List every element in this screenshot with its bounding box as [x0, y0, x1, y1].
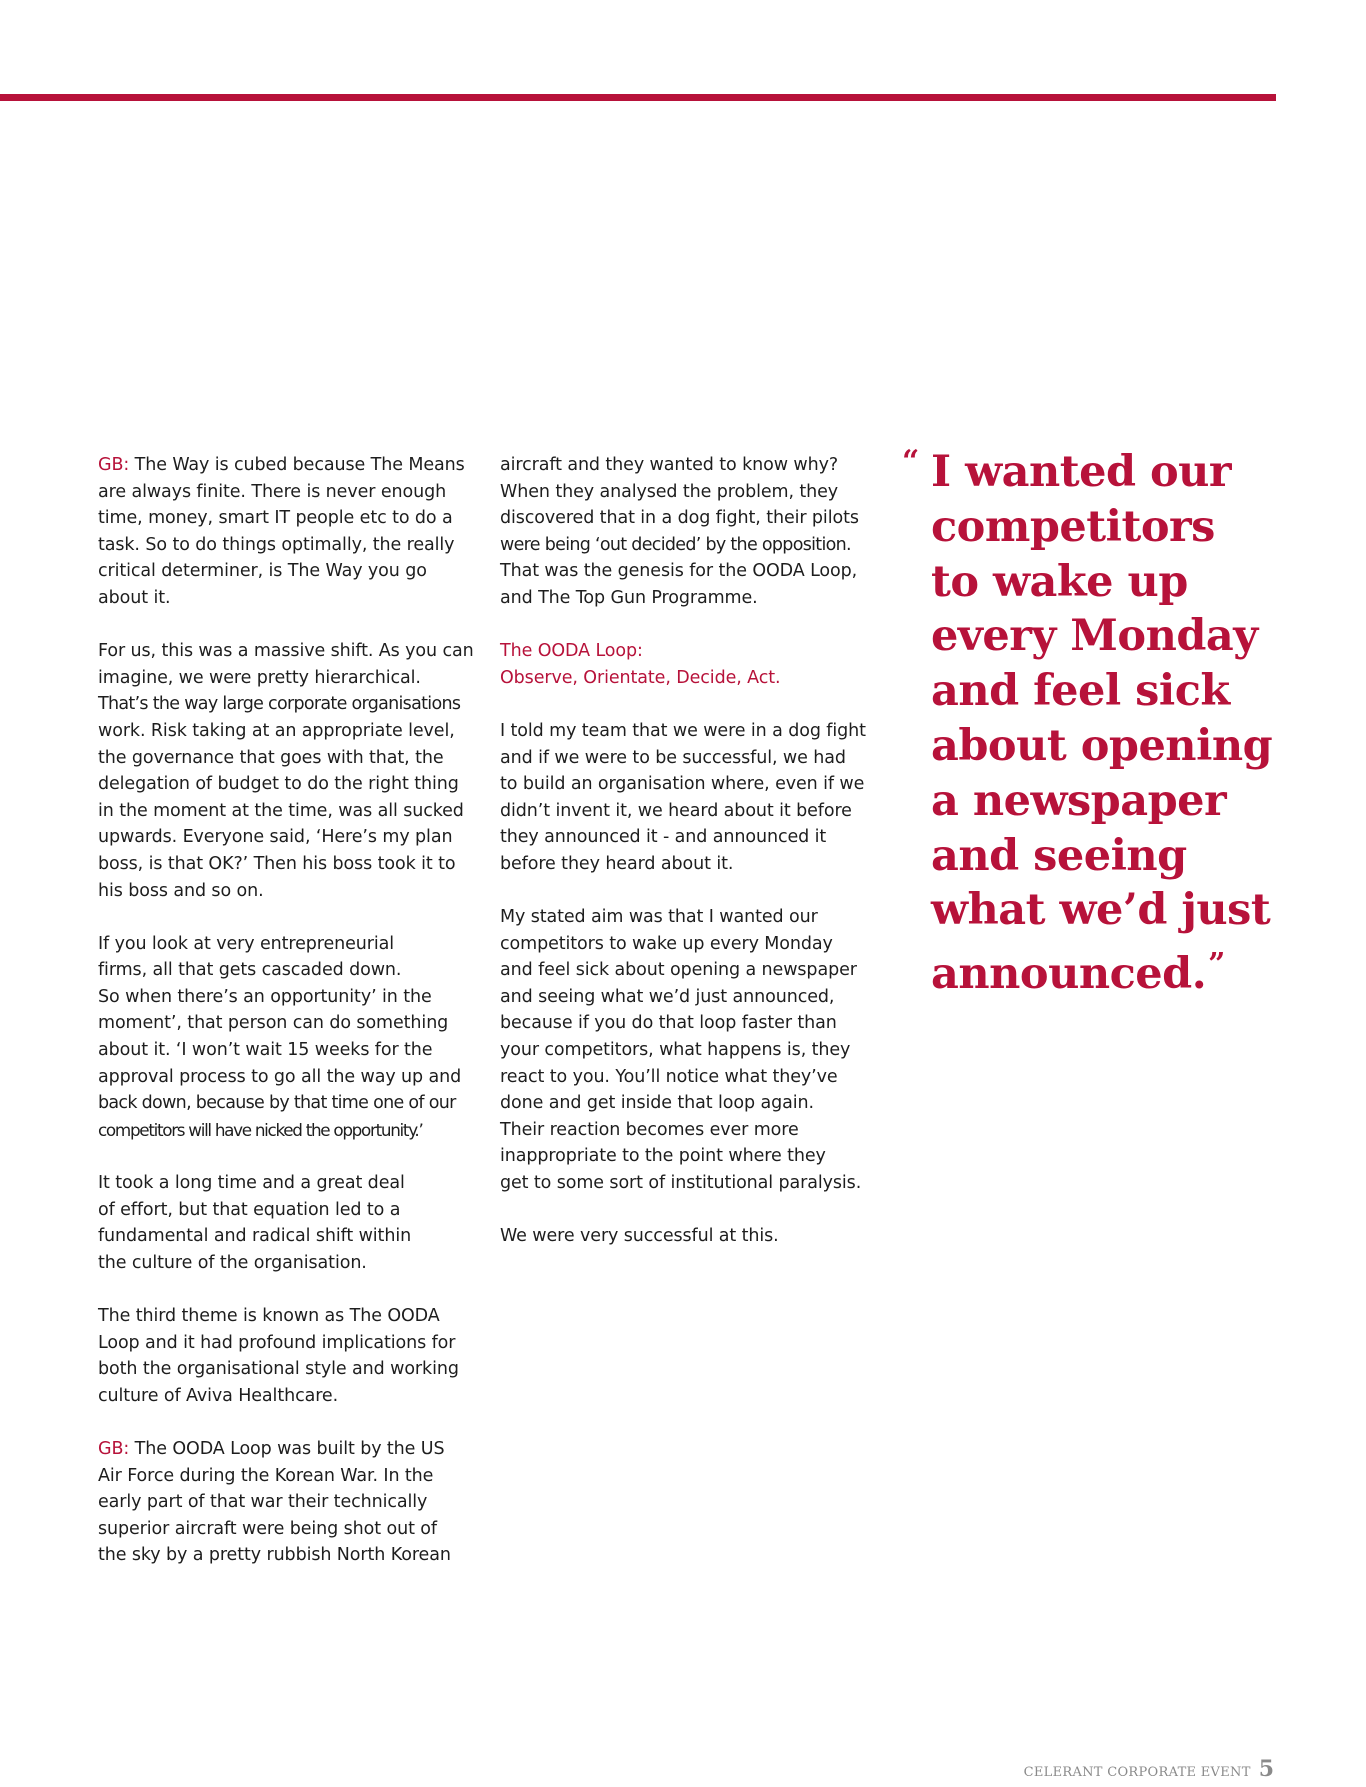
text-line: critical determiner, is The Way you go — [98, 561, 427, 582]
top-accent-rule — [0, 94, 1276, 101]
text-line: early part of that war their technically — [98, 1492, 428, 1513]
text-line: So when there’s an opportunity’ in the — [98, 986, 432, 1007]
text-line: in the moment at the time, was all sucked — [98, 800, 464, 821]
text-line: My stated aim was that I wanted our — [500, 907, 818, 928]
text-line: aircraft and they wanted to know why? — [500, 455, 839, 475]
text-line: GB: The Way is cubed because The Means — [98, 455, 465, 475]
text-line: competitors to wake up every Monday — [500, 933, 833, 954]
text-line: the culture of the organisation. — [98, 1252, 367, 1273]
text-line: GB: The OODA Loop was built by the US — [98, 1438, 445, 1459]
text-line: I told my team that we were in a dog fight — [500, 720, 866, 741]
pull-quote-line: what we’d just — [931, 885, 1271, 936]
text-line: work. Risk taking at an appropriate level, — [98, 720, 455, 741]
text-line: Their reaction becomes ever more — [500, 1119, 799, 1140]
text-line: When they analysed the problem, they — [500, 481, 839, 502]
paragraph-very-successful — [500, 1223, 890, 1250]
pull-quote-line: competitors — [931, 501, 1215, 552]
text-line: your competitors, what happens is, they — [500, 1040, 851, 1061]
paragraph-dog-fight — [500, 718, 890, 878]
paragraph-aircraft-why — [500, 452, 890, 612]
text-line: competitors will have nicked the opportunity.’ — [98, 1119, 423, 1140]
text-line: imagine, we were pretty hierarchical. — [98, 667, 421, 688]
text-line: react to you. You’ll notice what they’ve — [500, 1066, 838, 1087]
pull-quote-line: and seeing — [931, 830, 1187, 881]
paragraph-gb-ooda-loop — [98, 1436, 478, 1569]
text-line: and if we were to be successful, we had — [500, 747, 846, 768]
text-line: delegation of budget to do the right thing — [98, 774, 459, 795]
pull-quote — [902, 445, 1302, 1002]
text-line: time, money, smart IT people etc to do a — [98, 508, 453, 529]
text-line: The third theme is known as The OODA — [98, 1306, 440, 1326]
text-line: boss, is that OK?’ Then his boss took it to — [98, 853, 456, 874]
text-line: Loop and it had profound implications for — [98, 1332, 456, 1353]
pull-quote-line: a newspaper — [931, 775, 1227, 826]
text-line: If you look at very entrepreneurial — [98, 933, 395, 954]
pull-quote-line: I wanted our — [931, 447, 1232, 497]
text-line: superior aircraft were being shot out of — [98, 1518, 437, 1539]
text-line: his boss and so on. — [98, 880, 264, 901]
text-line: culture of Aviva Healthcare. — [98, 1385, 339, 1406]
article-column-middle — [500, 452, 890, 1276]
text-line: fundamental and radical shift within — [98, 1226, 412, 1247]
text-line: about it. ‘I won’t wait 15 weeks for the — [98, 1040, 433, 1061]
text-line: done and get inside that loop again. — [500, 1093, 814, 1114]
publication-name: CELERANT CORPORATE EVENT — [1023, 1765, 1251, 1780]
close-quote-mark: ” — [1208, 947, 1225, 983]
text-line: because if you do that loop faster than — [500, 1013, 837, 1034]
page-number: 5 — [1258, 1756, 1274, 1782]
speaker-label: GB: — [98, 1438, 130, 1459]
text-line: moment’, that person can do something — [98, 1013, 449, 1034]
text-line: are always finite. There is never enough — [98, 481, 447, 502]
text-line: of effort, but that equation led to a — [98, 1199, 401, 1220]
text-line: It took a long time and a great deal — [98, 1173, 405, 1194]
text-line: were being ‘out decided’ by the opposition. — [500, 534, 851, 555]
text-line: get to some sort of institutional paralysis. — [500, 1173, 862, 1194]
text-line: inappropriate to the point where they — [500, 1146, 826, 1167]
text-line: We were very successful at this. — [500, 1226, 779, 1247]
paragraph-long-time — [98, 1170, 478, 1276]
text-line: Air Force during the Korean War. In the — [98, 1465, 434, 1486]
text-line: upwards. Everyone said, ‘Here’s my plan — [98, 827, 453, 848]
subhead-line: Observe, Orientate, Decide, Act. — [500, 667, 781, 688]
text-line: firms, all that gets cascaded down. — [98, 960, 402, 981]
paragraph-third-theme — [98, 1303, 478, 1409]
text-line: they announced it - and announced it — [500, 827, 827, 848]
text-line: That was the genesis for the OODA Loop, — [500, 561, 858, 582]
text-line: and seeing what we’d just announced, — [500, 986, 835, 1007]
text-line: For us, this was a massive shift. As you can — [98, 641, 474, 662]
pull-quote-line: about opening — [931, 720, 1273, 771]
paragraph-gb-way-cubed — [98, 452, 478, 612]
text-line: the governance that goes with that, the — [98, 747, 444, 768]
open-quote-mark: “ — [902, 444, 919, 479]
subhead-line: The OODA Loop: — [500, 641, 643, 662]
text-line: to build an organisation where, even if we — [500, 774, 865, 795]
text-line: both the organisational style and working — [98, 1359, 459, 1380]
page-footer — [1024, 1756, 1274, 1782]
text-line: task. So to do things optimally, the really — [98, 534, 455, 555]
text-line: didn’t invent it, we heard about it before — [500, 800, 852, 821]
section-subhead-ooda — [500, 638, 890, 691]
speaker-label: GB: — [98, 455, 130, 475]
pull-quote-line: to wake up — [931, 556, 1188, 607]
text-line: back down, because by that time one of our — [98, 1093, 456, 1114]
text-line: and feel sick about opening a newspaper — [500, 960, 857, 981]
text-line: the sky by a pretty rubbish North Korean — [98, 1545, 451, 1566]
text-line: approval process to go all the way up and — [98, 1066, 462, 1087]
pull-quote-line: announced.” — [931, 947, 1225, 1000]
paragraph-stated-aim — [500, 904, 890, 1197]
article-column-left — [98, 452, 478, 1596]
pull-quote-line: and feel sick — [931, 666, 1230, 717]
paragraph-entrepreneurial-firms — [98, 931, 478, 1144]
text-line: before they heard about it. — [500, 853, 734, 874]
paragraph-massive-shift — [98, 638, 478, 904]
text-line: discovered that in a dog fight, their pilots — [500, 508, 859, 529]
text-line: That’s the way large corporate organisations — [98, 694, 461, 715]
text-line: and The Top Gun Programme. — [500, 587, 758, 608]
text-line: about it. — [98, 587, 171, 608]
pull-quote-line: every Monday — [931, 611, 1258, 662]
